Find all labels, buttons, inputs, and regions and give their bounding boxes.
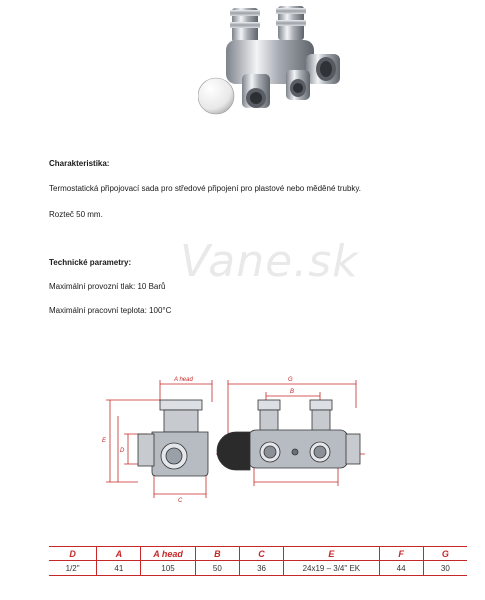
column-header-a: A <box>97 547 141 561</box>
column-header-g: G <box>423 547 467 561</box>
column-header-f: F <box>379 547 423 561</box>
watermark-text: Vane.sk <box>180 236 359 287</box>
column-header-a-head: A head <box>141 547 195 561</box>
cell-a: 41 <box>97 561 141 576</box>
characteristics-text: Termostatická připojovací sada pro středové připojení pro plastové nebo měděné trubky. <box>49 184 362 193</box>
column-header-d: D <box>49 547 97 561</box>
technical-drawing <box>98 372 388 508</box>
parameters-heading: Technické parametry: <box>49 258 132 267</box>
label-c: C <box>178 498 183 504</box>
label-d: D <box>120 448 125 454</box>
cell-g: 30 <box>423 561 467 576</box>
table-header-row <box>49 547 467 561</box>
column-header-c: C <box>239 547 283 561</box>
label-g: G <box>288 377 293 383</box>
characteristics-heading: Charakteristika: <box>49 159 110 168</box>
max-pressure-text: Maximální provozní tlak: 10 Barů <box>49 282 166 291</box>
cell-e: 24x19 – 3/4" EK <box>284 561 379 576</box>
label-b: B <box>290 389 295 395</box>
table-row <box>49 561 467 576</box>
column-header-b: B <box>195 547 239 561</box>
dimensions-table <box>49 546 467 576</box>
label-a-head: A head <box>174 377 193 383</box>
label-e: E <box>102 438 107 444</box>
cell-a-head: 105 <box>141 561 195 576</box>
cell-d: 1/2" <box>49 561 97 576</box>
product-photo <box>198 2 348 120</box>
cell-f: 44 <box>379 561 423 576</box>
cell-c: 36 <box>239 561 283 576</box>
spacing-text: Rozteč 50 mm. <box>49 210 103 219</box>
cell-b: 50 <box>195 561 239 576</box>
column-header-e: E <box>284 547 379 561</box>
max-temperature-text: Maximální pracovní teplota: 100°C <box>49 306 172 315</box>
